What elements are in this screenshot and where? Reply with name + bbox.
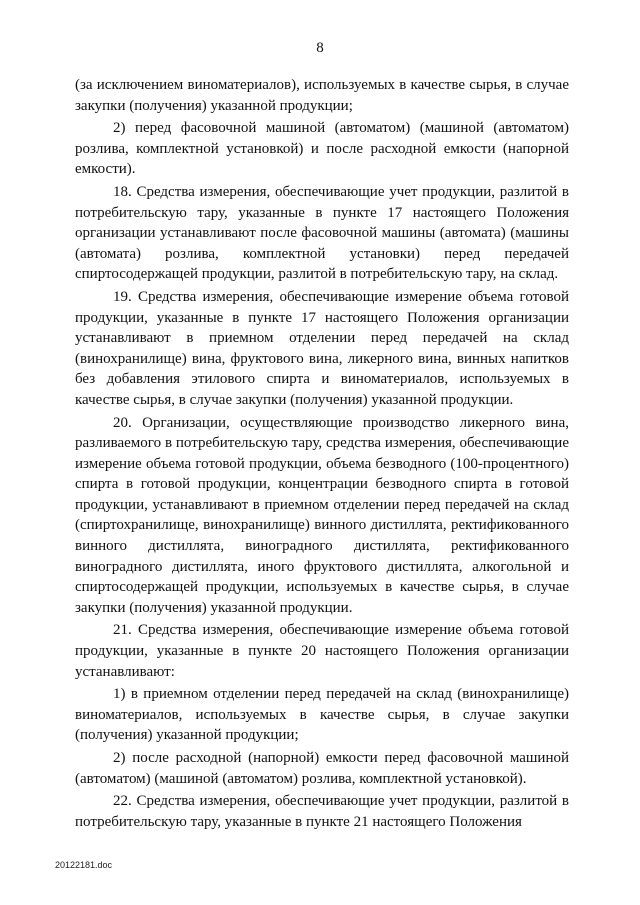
- paragraph-subitem-2: 2) перед фасовочной машиной (автоматом) (машиной (автоматом) розлива, комплектной установкой) и после расходной емкости (напорной емкости).: [75, 120, 569, 178]
- paragraph-20: 20. Организации, осуществляющие производство ликерного вина, разливаемого в потребительскую тару, средства измерения, обеспечивающие измерение объема готовой продукции, объема безводного (100-процентного) спирта в готовой продукции, концентрации безводного спирта в готовой продукции, устанавливают в приемном отделении перед передачей на склад (спиртохранилище, винохранилище) винного дистиллята, ректификованного винного дистиллята, виноградного дистиллята, ректификованного виноградного дистиллята, иного фруктового дистиллята, алкогольной и спиртосодержащей продукции, используемых в качестве сырья, в случае закупки (получения) указанной продукции.: [75, 414, 569, 616]
- paragraph-18: 18. Средства измерения, обеспечивающие учет продукции, разлитой в потребительскую тару, указанные в пункте 17 настоящего Положения организации устанавливают после фасовочной машины (автомата) (машины (автомата) розлива, комплектной установки) перед передачей спиртосодержащей продукции, разлитой в потребительскую тару, на склад.: [75, 183, 569, 283]
- paragraph-continuation: (за исключением виноматериалов), используемых в качестве сырья, в случае закупки (получения) указанной продукции;: [75, 77, 569, 114]
- document-body: [75, 75, 569, 834]
- paragraph-22: 22. Средства измерения, обеспечивающие учет продукции, разлитой в потребительскую тару, указанные в пункте 21 настоящего Положения: [75, 793, 569, 830]
- paragraph-21-subitem-1: 1) в приемном отделении перед передачей на склад (винохранилище) виноматериалов, используемых в качестве сырья, в случае закупки (получения) указанной продукции;: [75, 686, 569, 744]
- paragraph-19: 19. Средства измерения, обеспечивающие измерение объема готовой продукции, указанные в пункте 17 настоящего Положения организации устанавливают в приемном отделении перед передачей на склад (винохранилище) вина, фруктового вина, ликерного вина, винных напитков без добавления этилового спирта и виноматериалов, используемых в качестве сырья, в случае закупки (получения) указанной продукции.: [75, 288, 569, 408]
- paragraph-21-subitem-2: 2) после расходной (напорной) емкости перед фасовочной машиной (автоматом) (машиной (автоматом) розлива, комплектной установкой).: [75, 750, 569, 787]
- paragraph-21: 21. Средства измерения, обеспечивающие измерение объема готовой продукции, указанные в пункте 20 настоящего Положения организации устанавливают:: [75, 622, 569, 680]
- footer-filename: 20122181.doc: [55, 860, 113, 870]
- page-number: 8: [316, 40, 324, 56]
